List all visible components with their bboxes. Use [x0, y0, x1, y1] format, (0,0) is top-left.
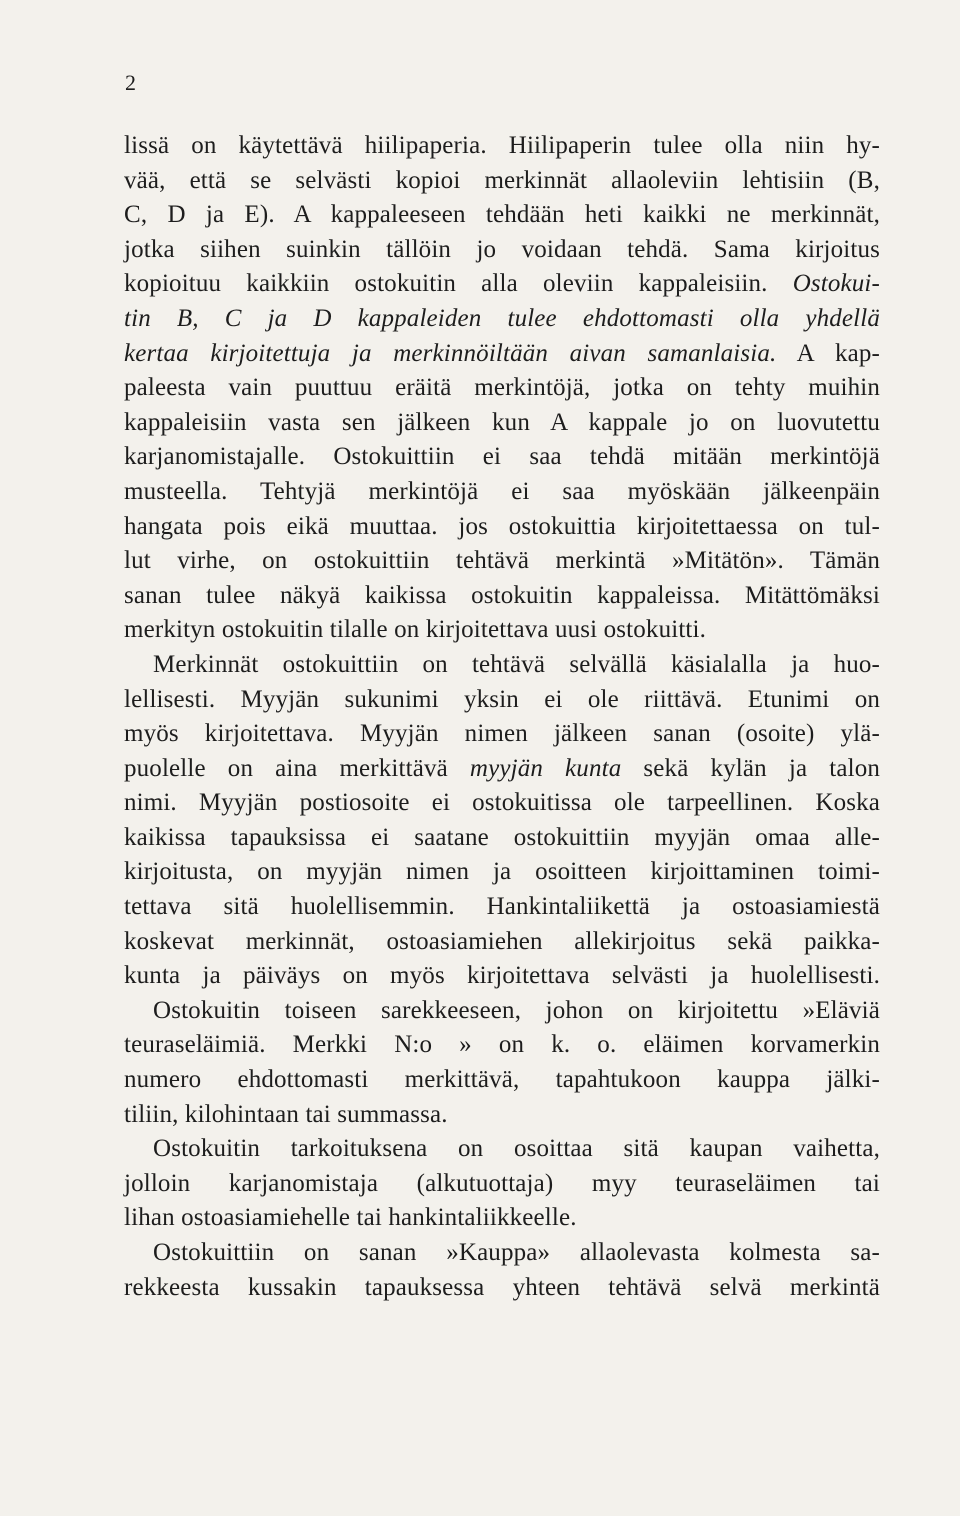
text-run: Ostokuitin toiseen sarekkeeseen, johon on kirjoitettu »Eläviä: [153, 996, 880, 1024]
text-run: C, D ja E). A kappaleeseen tehdään heti kaikki ne merkinnät,: [124, 201, 880, 229]
text-line: [124, 648, 880, 683]
text-line: [124, 544, 880, 579]
text-run: Merkinnät ostokuittiin on tehtävä selvällä käsialalla ja huo-: [153, 650, 880, 678]
text-line: [124, 1028, 880, 1063]
text-run: paleesta vain puuttuu eräitä merkintöjä, jotka on tehty muihin: [124, 374, 880, 402]
text-line: [124, 683, 880, 718]
italic-text: kertaa kirjoitettuja ja merkinnöiltään aivan samanlaisia.: [124, 339, 777, 367]
text-line: [124, 1063, 880, 1098]
body-text: [124, 129, 880, 1305]
text-line: [124, 267, 880, 302]
text-line: [124, 1098, 880, 1133]
text-line: [124, 1271, 880, 1306]
text-line: [124, 994, 880, 1029]
text-run: sanan tulee näkyä kaikissa ostokuitin kappaleissa. Mitättömäksi: [124, 581, 880, 609]
italic-text: tin B, C ja D kappaleiden tulee ehdottomasti olla yhdellä: [124, 304, 880, 332]
text-run: hangata pois eikä muuttaa. jos ostokuittia kirjoitettaessa on tul-: [124, 512, 880, 540]
text-run: kirjoitusta, on myyjän nimen ja osoitteen kirjoittaminen toimi-: [124, 858, 880, 886]
text-line: [124, 752, 880, 787]
text-run: kopioituu kaikkiin ostokuitin alla oleviin kappaleisiin.: [124, 270, 793, 298]
text-run: nimi. Myyjän postiosoite ei ostokuitissa ole tarpeellinen. Koska: [124, 789, 880, 817]
text-run: lut virhe, on ostokuittiin tehtävä merkintä »Mitätön». Tämän: [124, 547, 880, 575]
italic-text: Ostokui-: [792, 270, 880, 298]
text-run: jolloin karjanomistaja (alkutuottaja) myy teuraseläimen tai: [124, 1169, 880, 1197]
text-line: [124, 925, 880, 960]
text-run: kaikissa tapauksissa ei saatane ostokuittiin myyjän omaa alle-: [124, 823, 880, 851]
text-line: [124, 786, 880, 821]
text-line: [124, 475, 880, 510]
text-run: rekkeesta kussakin tapauksessa yhteen tehtävä selvä merkintä: [124, 1273, 880, 1301]
text-run: merkityn ostokuitin tilalle on kirjoitettava uusi ostokuitti.: [124, 616, 707, 644]
text-line: [124, 1201, 880, 1236]
text-run: jotka siihen suinkin tällöin jo voidaan tehdä. Sama kirjoitus: [124, 235, 880, 263]
text-line: [124, 371, 880, 406]
text-line: [124, 1132, 880, 1167]
text-line: [124, 855, 880, 890]
text-run: tettava sitä huolellisemmin. Hankintaliikettä ja ostoasiamiestä: [124, 893, 880, 921]
text-run: tiliin, kilohintaan tai summassa.: [124, 1100, 448, 1128]
text-line: [124, 717, 880, 752]
text-line: [124, 613, 880, 648]
text-run: koskevat merkinnät, ostoasiamiehen allekirjoitus sekä paikka-: [124, 927, 880, 955]
text-run: A kap-: [776, 339, 880, 367]
text-line: [124, 440, 880, 475]
text-line: [124, 164, 880, 199]
text-line: [124, 1167, 880, 1202]
text-run: vää, että se selvästi kopioi merkinnät allaoleviin lehtisiin (B,: [124, 166, 880, 194]
text-run: puolelle on aina merkittävä: [124, 754, 470, 782]
text-run: sekä kylän ja talon: [621, 754, 880, 782]
text-run: myös kirjoitettava. Myyjän nimen jälkeen sanan (osoite) ylä-: [124, 720, 880, 748]
text-line: [124, 129, 880, 164]
text-line: [124, 406, 880, 441]
text-line: [124, 1236, 880, 1271]
text-run: karjanomistajalle. Ostokuittiin ei saa tehdä mitään merkintöjä: [124, 443, 880, 471]
text-line: [124, 821, 880, 856]
text-line: [124, 302, 880, 337]
text-run: lellisesti. Myyjän sukunimi yksin ei ole riittävä. Etunimi on: [124, 685, 880, 713]
text-run: kunta ja päiväys on myös kirjoitettava selvästi ja huolellisesti.: [124, 962, 880, 990]
text-run: numero ehdottomasti merkittävä, tapahtukoon kauppa jälki-: [124, 1066, 880, 1094]
text-line: [124, 337, 880, 372]
text-line: [124, 510, 880, 545]
page-number: 2: [125, 70, 136, 95]
text-run: musteella. Tehtyjä merkintöjä ei saa myöskään jälkeenpäin: [124, 477, 880, 505]
text-run: Ostokuitin tarkoituksena on osoittaa sitä kaupan vaihetta,: [153, 1135, 880, 1163]
text-line: [124, 198, 880, 233]
text-run: lihan ostoasiamiehelle tai hankintaliikkeelle.: [124, 1204, 577, 1232]
text-line: [124, 579, 880, 614]
italic-text: myyjän kunta: [469, 754, 622, 782]
text-run: Ostokuittiin on sanan »Kauppa» allaolevasta kolmesta sa-: [153, 1239, 880, 1266]
text-run: teuraseläimiä. Merkki N:o » on k. o. eläimen korvamerkin: [124, 1031, 880, 1059]
text-line: [124, 890, 880, 925]
text-line: [124, 959, 880, 994]
text-run: lissä on käytettävä hiilipaperia. Hiilipaperin tulee olla niin hy-: [124, 132, 880, 159]
text-line: [124, 233, 880, 268]
text-run: kappaleisiin vasta sen jälkeen kun A kappale jo on luovutettu: [124, 408, 880, 436]
